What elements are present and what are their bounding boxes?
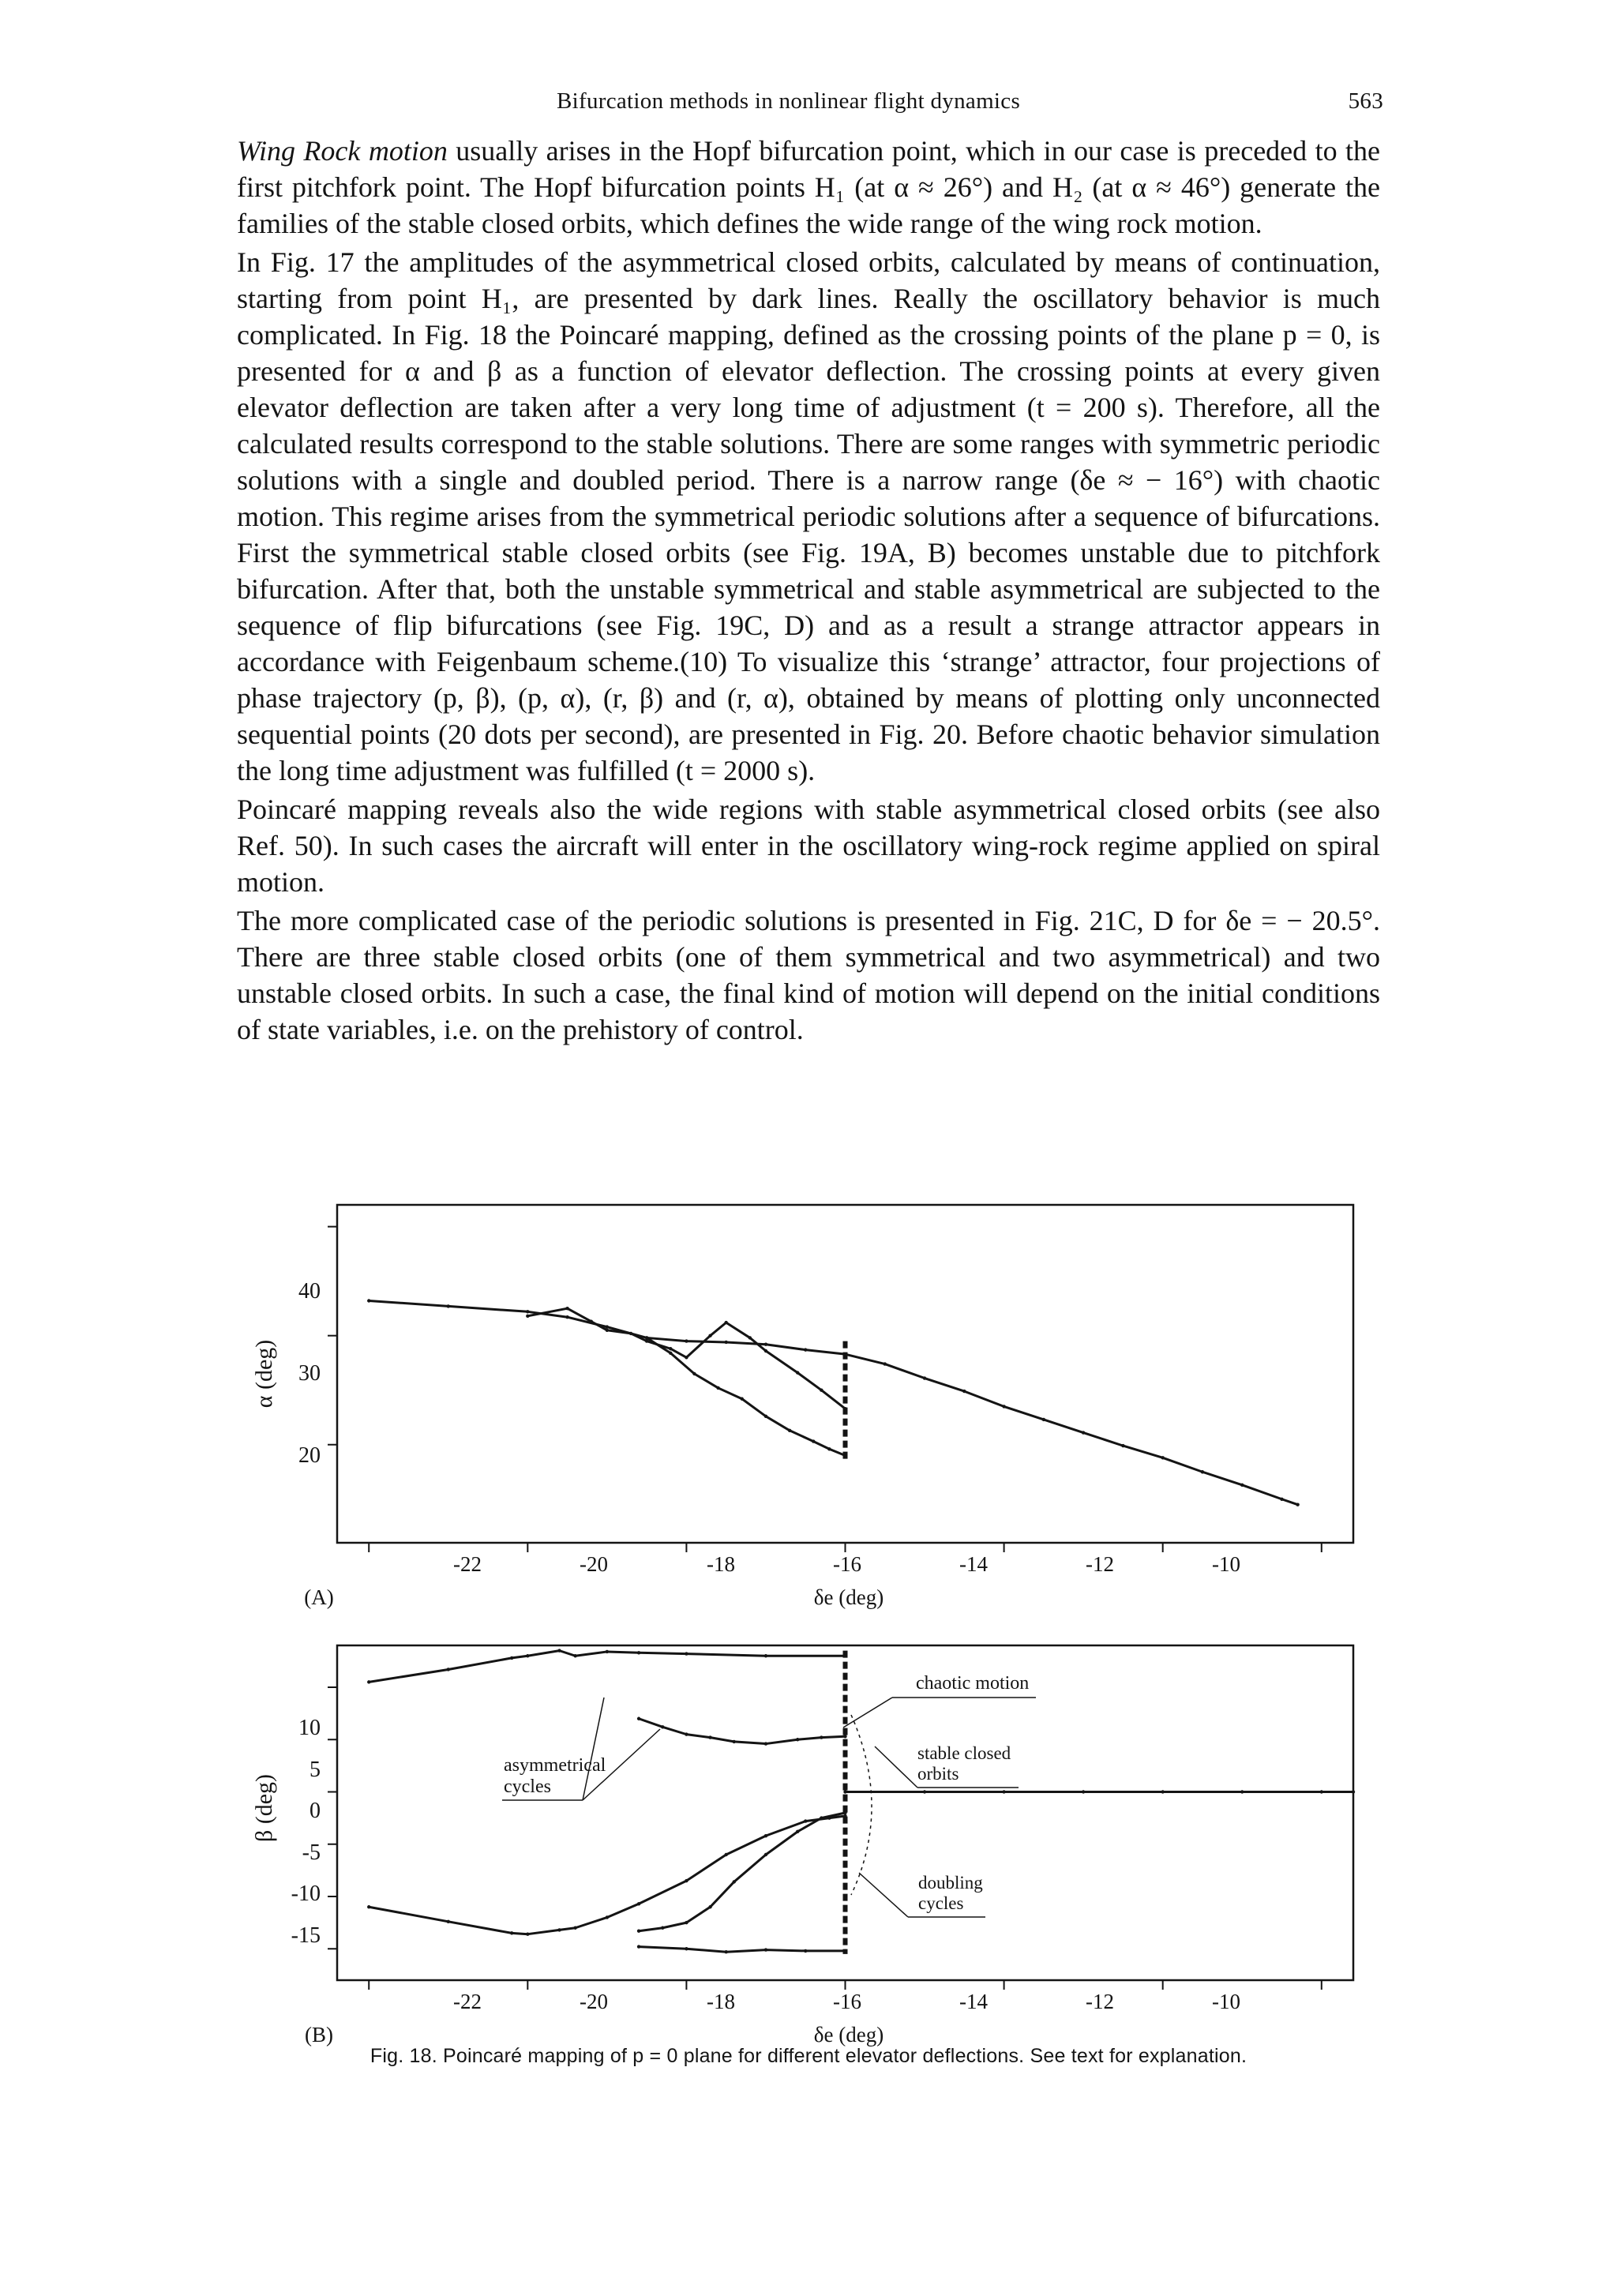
data-point: [764, 1834, 767, 1837]
data-point: [1320, 1790, 1323, 1793]
annotation-leader: [583, 1698, 604, 1800]
x-tick-label: -22: [453, 1552, 482, 1576]
data-point: [685, 1947, 688, 1950]
annotation-leader: [859, 1873, 908, 1917]
x-tick-label: -10: [1212, 1990, 1240, 2013]
figure-caption: Fig. 18. Poincaré mapping of p = 0 plane for different elevator deflections. See text for explanation.: [370, 2045, 1247, 2067]
data-point: [685, 1652, 688, 1655]
x-tick-label: -18: [707, 1552, 735, 1576]
x-tick-label: -12: [1086, 1552, 1114, 1576]
data-point: [510, 1656, 513, 1660]
data-point: [685, 1732, 688, 1735]
annotation-stable-closed: stable closed: [917, 1743, 1011, 1763]
data-point: [573, 1926, 576, 1930]
axis-xlabel: δe (deg): [813, 2023, 884, 2047]
y-tick-label: -15: [291, 1923, 321, 1948]
data-point: [557, 1928, 561, 1931]
data-point: [923, 1790, 926, 1793]
paragraph-3: Poincaré mapping reveals also the wide regions with stable asymmetrical closed orbits (see also Ref. 50). In such cases the aircraft will enter in the oscillatory wing-rock regime applied on spiral motion.: [237, 793, 1380, 898]
data-point: [796, 1738, 799, 1741]
running-title: Bifurcation methods in nonlinear flight dynamics: [557, 88, 1021, 114]
y-tick-label: 20: [298, 1443, 321, 1468]
data-point: [1082, 1790, 1085, 1793]
data-point: [843, 1790, 846, 1793]
data-point: [606, 1650, 609, 1653]
axis-ylabel: β (deg): [251, 1773, 277, 1843]
x-tick-label: -16: [833, 1552, 861, 1576]
data-point: [573, 1654, 576, 1657]
y-tick-label: 40: [298, 1279, 321, 1304]
annotation-cycles: cycles: [504, 1776, 551, 1797]
data-point: [724, 1853, 727, 1856]
data-point: [447, 1668, 450, 1671]
data-point: [637, 1930, 640, 1933]
paragraph-text: usually arises in the Hopf bifurcation point, which in our case is preceded to the first pitchfork point. The Hopf bifurcation points H₁ (at α ≈ 26°) and H₂ (at α ≈ 46°) generate the families of the stable closed orbits, which defines the wide range of the wing rock motion.: [237, 135, 1381, 239]
data-point: [708, 1735, 711, 1739]
data-point: [661, 1926, 664, 1930]
series-line: [639, 1719, 845, 1744]
paragraph-2: In Fig. 17 the amplitudes of the asymmetrical closed orbits, calculated by means of continuation, starting from point H₁, are presented by dark lines. Really the oscillatory behavior is much complicated. In Fig. 18 the Poincaré mapping, defined as the crossing points of the plane p = 0, is presented for α and β as a function of elevator deflection. The crossing points at every given elevator deflection are taken after a very long time of adjustment (t = 200 s). Therefore, all the calculated results correspond to the stable solutions. There are some ranges with symmetric periodic solutions with a single and doubled period. There is a narrow range (δe ≈ − 16°) with chaotic motion. This regime arises from the symmetrical periodic solutions after a sequence of bifurcations. First the symmetrical stable closed orbits (see Fig. 19A, B) becomes unstable due to pitchfork bifurcation. After that, both the unstable symmetrical and stable asymmetrical are subjected to the sequence of flip bifurcations (see Fig. 19C, D) and as a result a strange attractor appears in accordance with Feigenbaum scheme.(10) To visualize this ‘strange’ attractor, four projections of phase trajectory (p, β), (p, α), (r, β) and (r, α), obtained by means of plotting only unconnected sequential points (20 dots per second), are presented in Fig. 20. Before chaotic behavior simulation the long time adjustment was fulfilled (t = 2000 s).: [237, 246, 1380, 786]
chaotic-region-bracket: [851, 1715, 872, 1895]
data-point: [820, 1735, 823, 1739]
x-tick-label: -14: [959, 1990, 988, 2013]
data-point: [764, 1742, 767, 1745]
x-tick-label: -20: [580, 1990, 608, 2013]
data-point: [367, 1905, 370, 1908]
data-point: [606, 1915, 609, 1919]
series-line: [639, 1813, 845, 1931]
y-tick-label: 0: [310, 1799, 321, 1823]
annotation-asymmetrical: asymmetrical: [504, 1755, 606, 1776]
paragraph-lead: Wing Rock motion: [237, 135, 448, 167]
axis-xlabel: δe (deg): [813, 1585, 884, 1609]
y-tick-label: 5: [310, 1758, 321, 1782]
x-tick-label: -18: [707, 1990, 735, 2013]
data-point: [708, 1905, 711, 1908]
data-point: [637, 1902, 640, 1905]
x-tick-label: -16: [833, 1990, 861, 2013]
y-tick-label: -5: [302, 1840, 321, 1865]
data-point: [447, 1920, 450, 1923]
data-point: [843, 1735, 846, 1738]
data-point: [526, 1933, 529, 1936]
y-tick-label: 30: [298, 1361, 321, 1386]
panel-label: (B): [305, 2023, 333, 2047]
data-point: [733, 1740, 736, 1743]
data-point: [557, 1649, 561, 1652]
series-line: [639, 1947, 845, 1953]
x-tick-label: -14: [959, 1552, 988, 1576]
series-line: [369, 1651, 845, 1683]
page-number: 563: [1348, 88, 1383, 114]
data-point: [1352, 1790, 1355, 1793]
data-point: [1161, 1790, 1164, 1793]
data-point: [637, 1651, 640, 1654]
annotation-leader: [875, 1746, 917, 1788]
data-point: [685, 1921, 688, 1924]
x-tick-label: -10: [1212, 1552, 1240, 1576]
axis-ylabel: α (deg): [251, 1339, 277, 1409]
data-point: [764, 1948, 767, 1951]
data-point: [637, 1717, 640, 1720]
data-point: [510, 1931, 513, 1934]
x-tick-label: -20: [580, 1552, 608, 1576]
data-point: [804, 1819, 807, 1822]
data-point: [1240, 1790, 1244, 1793]
data-point: [685, 1879, 688, 1882]
x-tick-label: -12: [1086, 1990, 1114, 2013]
data-point: [724, 1950, 727, 1953]
data-point: [820, 1816, 823, 1819]
data-point: [733, 1880, 736, 1883]
data-point: [526, 1654, 529, 1657]
data-point: [637, 1945, 640, 1948]
paragraph-4: The more complicated case of the periodic solutions is presented in Fig. 21C, D for δe = − 20.5°. There are three stable closed orbits (one of them symmetrical and two asymmetrical) and two unstable closed orbits. In such a case, the final kind of motion will depend on the initial conditions of state variables, i.e. on the prehistory of control.: [237, 905, 1380, 1045]
data-point: [764, 1853, 767, 1856]
annotation-cycles: cycles: [918, 1893, 964, 1913]
annotation-orbits: orbits: [917, 1764, 959, 1784]
annotation-chaotic-motion: chaotic motion: [916, 1673, 1030, 1694]
panel-label: (A): [304, 1585, 334, 1609]
data-point: [764, 1654, 767, 1657]
x-tick-label: -22: [453, 1990, 482, 2013]
data-point: [796, 1830, 799, 1833]
y-tick-label: -10: [291, 1881, 321, 1906]
data-point: [804, 1949, 807, 1953]
annotation-doubling: doubling: [918, 1873, 983, 1893]
data-point: [367, 1680, 370, 1683]
data-point: [1002, 1790, 1005, 1793]
annotation-leader: [843, 1698, 892, 1728]
data-point: [661, 1725, 664, 1728]
y-tick-label: 10: [298, 1716, 321, 1740]
